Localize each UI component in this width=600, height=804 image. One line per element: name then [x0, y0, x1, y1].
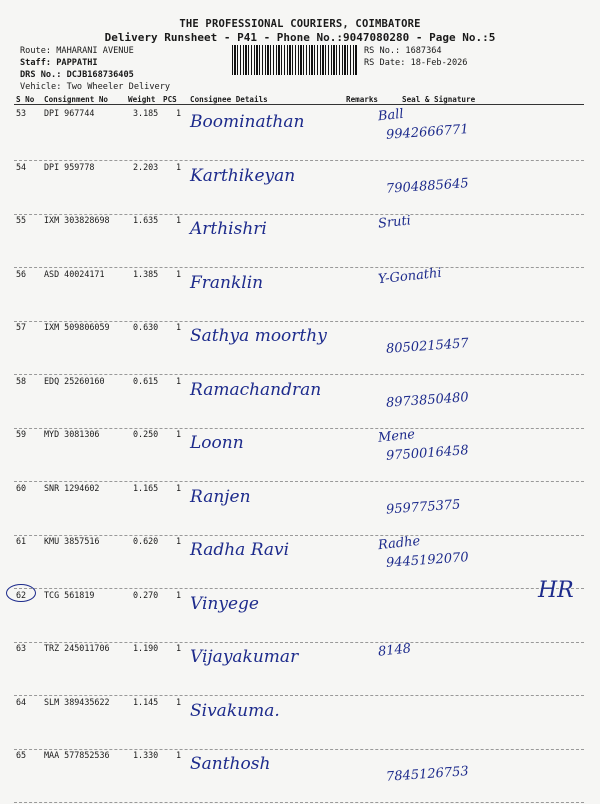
consignment-cell: EDQ 25260160 — [44, 375, 105, 386]
consignee-signature-name: Arthishri — [190, 219, 267, 239]
weight-cell: 1.145 — [133, 696, 159, 707]
vehicle-label: Vehicle: Two Wheeler Delivery — [20, 82, 171, 92]
sno-cell: 57 — [16, 322, 27, 332]
table-row — [0, 577, 600, 644]
table-row — [0, 483, 600, 537]
pcs-cell: 1 — [176, 482, 182, 493]
consignee-signature-name: Ranjen — [190, 486, 251, 507]
consignee-signature-name: Sivakuma. — [190, 700, 280, 721]
consignment-cell: SNR 1294602 — [44, 482, 100, 493]
weight-cell: 1.635 — [133, 215, 159, 225]
company-title: THE PROFESSIONAL COURIERS, COIMBATORE — [179, 18, 421, 30]
signature-scrawl: Mene — [377, 427, 416, 446]
sno-cell: 62 — [16, 589, 27, 600]
barcode — [232, 45, 358, 75]
weight-cell: 2.203 — [133, 161, 159, 172]
pcs-cell: 1 — [176, 322, 182, 332]
consignment-cell: KMU 3857516 — [44, 536, 100, 546]
sno-cell: 64 — [16, 696, 27, 707]
weight-cell: 1.165 — [133, 482, 159, 493]
consignment-cell: MYD 3081306 — [44, 429, 100, 439]
table-row — [0, 750, 600, 804]
weight-cell: 1.330 — [133, 750, 159, 760]
signature-phone: 9445192070 — [385, 550, 470, 571]
sno-cell: 53 — [16, 108, 27, 118]
consignment-cell: TCG 561819 — [44, 589, 95, 600]
signature-phone: 8973850480 — [385, 389, 470, 411]
table-row — [0, 429, 600, 483]
table-row — [0, 108, 600, 162]
rs-date: RS Date: 18-Feb-2026 — [364, 58, 468, 68]
pcs-cell: 1 — [176, 375, 182, 386]
signature-scrawl: Radhe — [377, 533, 421, 554]
sno-cell: 54 — [16, 161, 27, 172]
header-divider — [14, 104, 584, 105]
signature-scrawl: 8148 — [377, 641, 412, 660]
rs-number: RS No.: 1687364 — [364, 46, 442, 56]
pcs-cell: 1 — [176, 429, 182, 439]
table-row — [0, 533, 600, 590]
consignee-signature-name: Karthikeyan — [190, 165, 296, 186]
signature-phone: 9750016458 — [385, 443, 470, 464]
weight-cell: 3.185 — [133, 108, 159, 118]
col-remarks: Remarks — [346, 95, 379, 104]
consignee-signature-name: Radha Ravi — [190, 540, 290, 560]
sno-cell: 60 — [16, 482, 27, 493]
consignee-signature-name: Vinyege — [190, 593, 259, 614]
table-row — [0, 697, 600, 751]
consignee-signature-name: Franklin — [190, 272, 264, 293]
handwritten-mark: HR — [538, 577, 574, 603]
consignee-signature-name: Ramachandran — [190, 379, 322, 400]
pcs-cell: 1 — [176, 536, 182, 546]
consignee-signature-name: Boominathan — [190, 112, 305, 132]
sno-cell: 55 — [16, 215, 27, 225]
weight-cell: 0.615 — [133, 375, 159, 386]
weight-cell: 0.250 — [133, 429, 159, 439]
pcs-cell: 1 — [176, 215, 182, 225]
weight-cell: 1.190 — [133, 643, 159, 653]
table-row — [0, 265, 600, 323]
table-row — [0, 643, 600, 697]
table-row — [0, 162, 600, 216]
signature-phone: 9942666771 — [385, 122, 470, 143]
pcs-cell: 1 — [176, 589, 182, 600]
col-pcs: PCS — [163, 95, 177, 104]
sno-cell: 58 — [16, 375, 27, 386]
consignee-signature-name: Vijayakumar — [190, 647, 299, 667]
weight-cell: 0.630 — [133, 322, 159, 332]
col-consignment: Consignment No — [44, 95, 109, 104]
pcs-cell: 1 — [176, 108, 182, 118]
pcs-cell: 1 — [176, 161, 182, 172]
pcs-cell: 1 — [176, 643, 182, 653]
runsheet-subtitle: Delivery Runsheet - P41 - Phone No.:9047080280 - Page No.:5 — [104, 31, 496, 44]
route-label: Route: MAHARANI AVENUE — [20, 46, 134, 56]
consignment-cell: ASD 40024171 — [44, 268, 105, 279]
consignee-signature-name: Santhosh — [190, 754, 271, 774]
col-consignee: Consignee Details — [190, 95, 268, 104]
col-sno: S No — [16, 95, 35, 104]
weight-cell: 0.270 — [133, 589, 159, 600]
signature-phone: 959775375 — [385, 496, 461, 518]
table-row — [0, 376, 600, 430]
consignee-signature-name: Sathya moorthy — [190, 326, 327, 346]
pcs-cell: 1 — [176, 268, 182, 279]
signature-scrawl: Y-Gonathi — [377, 265, 443, 287]
consignment-cell: IXM 303828698 — [44, 215, 110, 225]
col-weight: Weight — [128, 95, 156, 104]
row-divider — [14, 802, 584, 803]
sno-cell: 61 — [16, 536, 27, 546]
signature-scrawl: Ball — [377, 106, 405, 125]
signature-phone: 8050215457 — [385, 336, 470, 357]
consignment-cell: TRZ 245011706 — [44, 643, 110, 653]
consignment-cell: DPI 959778 — [44, 161, 95, 172]
table-row — [0, 215, 600, 269]
circle-mark-icon — [6, 584, 36, 602]
drs-number: DRS No.: DCJB168736405 — [20, 70, 134, 80]
signature-phone: 7904885645 — [385, 175, 470, 197]
signature-scrawl: Sruti — [377, 213, 412, 232]
weight-cell: 0.620 — [133, 536, 159, 546]
pcs-cell: 1 — [176, 750, 182, 760]
sno-cell: 56 — [16, 268, 27, 279]
pcs-cell: 1 — [176, 696, 182, 707]
consignment-cell: DPI 967744 — [44, 108, 95, 118]
sno-cell: 65 — [16, 750, 27, 760]
col-seal-signature: Seal & Signature — [402, 95, 476, 104]
table-row — [0, 322, 600, 376]
sno-cell: 63 — [16, 643, 27, 653]
sno-cell: 59 — [16, 429, 27, 439]
consignment-cell: IXM 509806059 — [44, 322, 110, 332]
signature-phone: 7845126753 — [385, 764, 470, 785]
weight-cell: 1.385 — [133, 268, 159, 279]
consignee-signature-name: Loonn — [190, 433, 244, 453]
consignment-cell: SLM 389435622 — [44, 696, 110, 707]
consignment-cell: MAA 577852536 — [44, 750, 110, 760]
staff-label: Staff: PAPPATHI — [20, 58, 98, 68]
